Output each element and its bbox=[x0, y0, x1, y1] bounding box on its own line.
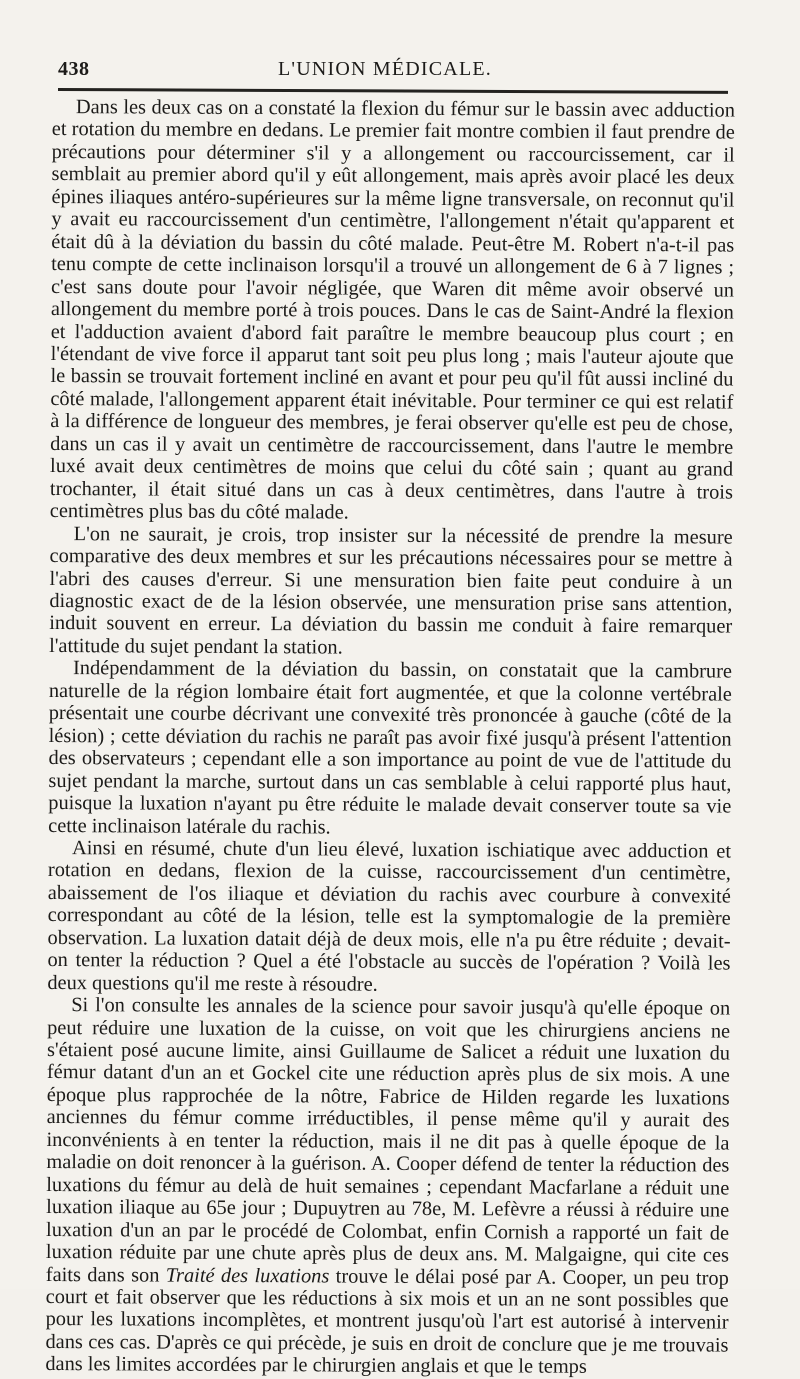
paragraph bbox=[45, 994, 730, 1379]
running-title: L'UNION MÉDICALE. bbox=[278, 58, 492, 80]
paragraph-text: trouve le délai posé par A. Cooper, un peu trop court et fait observer que les réductions à six mois et un an ne sont possibles que pour les luxations incomplètes, et montrent jusqu'où l'art est autorisé à intervenir dans ces cas. D'après ce qui précède, je suis en droit de conclure que je me trouvais dans les limites accordées par le chirurgien anglais et que le temps bbox=[45, 1265, 729, 1379]
page-number: 438 bbox=[58, 58, 90, 80]
paragraph: Indépendamment de la déviation du bassin, on constatait que la cambrure naturelle de la région lombaire était fort augmentée, et que la colonne vertébrale présentait une courbe décrivant une convexité très prononcée à gauche (côté de la lésion) ; cette déviation du rachis ne paraît pas avoir fixé jusqu'à présent l'attention des observateurs ; cependant elle a son importance au point de vue de l'attitude du sujet pendant la marche, surtout dans un cas semblable à celui rapporté plus haut, puisque la luxation n'ayant pu être réduite le malade devait conserver toute sa vie cette inclinaison latérale du rachis. bbox=[48, 657, 733, 838]
article-body bbox=[45, 96, 735, 1379]
paragraph: L'on ne saurait, je crois, trop insister sur la nécessité de prendre la mesure comparative des deux membres et sur les précautions nécessaires pour se mettre à l'abri des causes d'erreur. Si une mensuration bien faite peut conduire à un diagnostic exact de de la lésion observée, une mensuration prise sans attention, induit souvent en erreur. La déviation du bassin me conduit à faire remarquer l'attitude du sujet pendant la station. bbox=[49, 522, 733, 659]
book-title: Traité des luxations bbox=[165, 1264, 330, 1288]
paragraph: Dans les deux cas on a constaté la flexion du fémur sur le bassin avec adduction et rotation du membre en dedans. Le premier fait montre combien il faut prendre de précautions pour déterminer s'il y a allongement ou raccourcissement, car il semblait au premier abord qu'il y eût allongement, mais après avoir placé les deux épines iliaques antéro-supérieures sur la même ligne transversale, on reconnut qu'il y avait eu raccourcissement d'un centimètre, l'allongement n'était qu'apparent et était dû à la déviation du bassin du côté malade. Peut-être M. Robert n'a-t-il pas tenu compte de cette inclinaison lorsqu'il a trouvé un allongement de 6 à 7 lignes ; c'est sans doute pour l'avoir négligée, que Waren dit même avoir observé un allongement du membre porté à trois pouces. Dans le cas de Saint-André la flexion et l'adduction avaient d'abord fait paraître le membre beaucoup plus court ; en l'étendant de vive force il apparut tant soit peu plus long ; mais l'auteur ajoute que le bassin se trouvait fortement incliné en avant et pour peu qu'il fût aussi incliné du côté malade, l'allongement apparent était inévitable. Pour terminer ce qui est relatif à la différence de longueur des membres, je ferai observer qu'elle est peu de chose, dans un cas il y avait un centimètre de raccourcissement, dans l'autre le membre luxé avait deux centimètres de moins que celui du côté sain ; quant au grand trochanter, il était situé dans un cas à deux centimètres, dans l'autre à trois centimètres plus bas du côté malade. bbox=[49, 96, 735, 524]
page-header bbox=[58, 56, 730, 86]
paragraph: Ainsi en résumé, chute d'un lieu élevé, luxation ischiatique avec adduction et rotation en dedans, flexion de la cuisse, raccourcissement d'un centimètre, abaissement de l'os iliaque et déviation du rachis avec courbure à convexité correspondant au côté de la lésion, telle est la symptomalogie de la première observation. La luxation datait déjà de deux mois, elle n'a pu être réduite ; devait-on tenter la réduction ? Quel a été l'obstacle au succès de l'opération ? Voilà les deux questions qu'il me reste à résoudre. bbox=[47, 837, 732, 996]
paragraph-text: Si l'on consulte les annales de la science pour savoir jusqu'à qu'elle époque on peut réduire une luxation de la cuisse, on voit que les chirurgiens anciens ne s'étaient posé aucune limite, ainsi Guillaume de Salicet a réduit une luxation du fémur datant d'un an et Gockel cite une réduction après plus de six mois. A une époque plus rapprochée de la nôtre, Fabrice de Hilden regarde les luxations anciennes du fémur comme irréductibles, il pense même qu'il y aurait des inconvénients à en tenter la réduction, mais il ne dit pas à quelle époque de la maladie on doit renoncer à la guérison. A. Cooper défend de tenter la réduction des luxations du fémur au delà de huit semaines ; cependant Macfarlane a réduit une luxation iliaque au 65e jour ; Dupuytren au 78e, M. Lefèvre a réussi à réduire une luxation d'un an par le procédé de Colombat, enfin Cornish a rapporté un fait de luxation réduite par une chute après plus de deux ans. M. Malgaigne, qui cite ces faits dans son bbox=[45, 994, 731, 1287]
header-rule bbox=[58, 88, 728, 94]
